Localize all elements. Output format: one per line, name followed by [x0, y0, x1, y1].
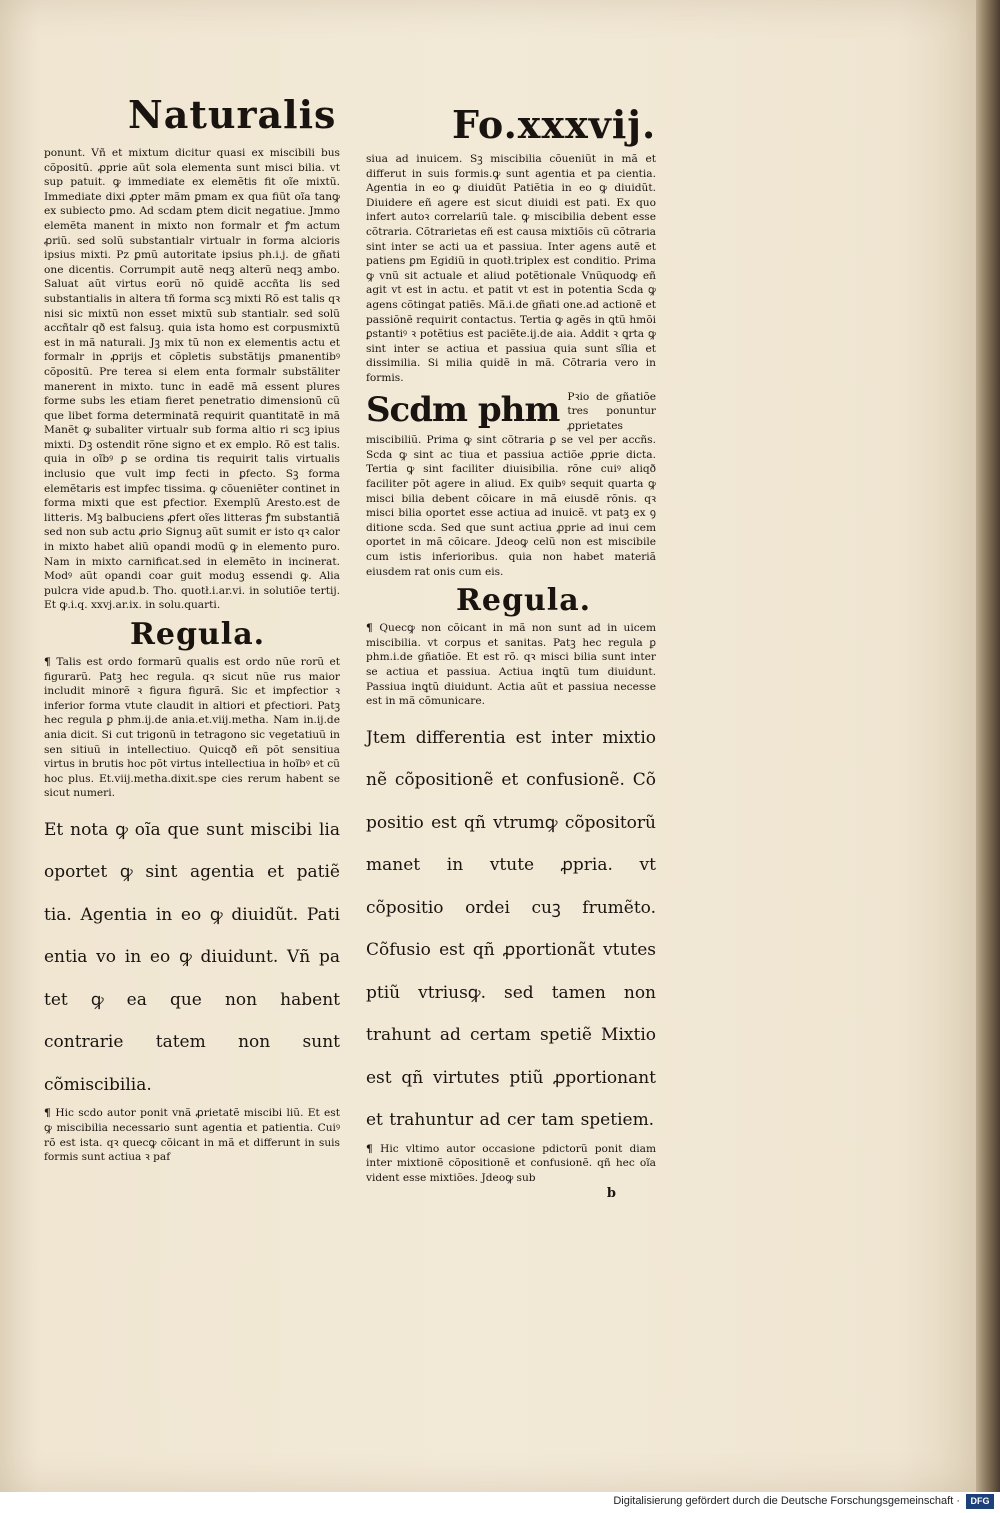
left-regula-text: [44, 655, 340, 801]
right-large-text: Jtem differentia est inter mixtio nẽ cõpositionẽ et confusionẽ. Cõ positio est qñ vtrumꝙ cõpositorũ manet in vtute ꝓpria. vt cõpositio ordei cuꝫ frumẽto. Cõfusio est qñ ꝓportionãt vtutes ptiũ vtriusꝙ. sed tamen non trahunt ad certam spetiẽ Mixtio est qñ virtutes ptiũ ꝓportionant et trahuntur ad cer tam spetiem.: [366, 727, 656, 1131]
paragraph-mark-icon: ¶: [44, 656, 57, 668]
paragraph-mark-icon: ¶: [366, 1142, 381, 1155]
footer-bar: [0, 1492, 1000, 1513]
left-running-title: Naturalis: [128, 92, 337, 137]
section-heading: Scdm phm: [366, 389, 560, 430]
right-body-text: siua ad inuicem. Sꝫ miscibilia cõueniũt in mã et differut in suis formis.ꝙ sunt agentia et pa cientia. Agentia in eo ꝙ diuidũt Patiẽtia in eo ꝙ diuidũt. Diuidere eñ agere est sicut diuidi est pati. Ex quo infert autoꝛ correlariũ tale. ꝙ miscibilia debent esse cõtraria. Cõtrarietas eñ est causa mixtiõis cũ cõtraria sint inter se acti ua et passiua. Inter agens autẽ et patiens ꝑm Egidiũ in quotł.triplex est conditio. Prima ꝙ vnũ sit actuale et aliud potẽtionale Vnũquodꝙ eñ agit vt est in actu. et patit vt est in potentia Scda ꝙ agens cõtingat patiẽs. Mã.i.de gñati one.ad actionẽ et passiõnẽ requirit contactus. Tertia ꝙ agẽs in ꝗtũ hmõi ꝑstantiꝰ ꝛ potẽtius est paciẽte.ij.de aia. Addit ꝛ ꝗrta ꝙ sint inter se actiua et passiua quia sunt sĩlia et dissimilia. Si milia quidẽ in mã. Cõtraria vero in formis.: [366, 153, 656, 384]
folio-number: Fo.xxxvij.: [452, 102, 657, 147]
right-column: [366, 152, 656, 1201]
right-regula-body: Quecꝙ non cõicant in mã non sunt ad in uicem miscibilia. vt corpus et sanitas. Patꝫ hec regula ꝑ phm.i.de gñatiõe. Et est rõ. qꝛ misci bilia sunt inter se actiua et passiua. Actiua inꝗtũ tum diuidunt. Passiua inꝗtũ diuidunt. Actia aũt et passiua necesse est in mã cõmunicare.: [366, 622, 656, 708]
right-closing-body: Hic vltimo autor occasione pdictorũ ponit diam inter mixtionẽ cõpositionẽ et confusionẽ. qñ hec oĩa vident esse mixtiões. Jdeoꝙ sub: [366, 1142, 656, 1184]
section-text: Pꝛio de gñatiõe tres ponuntur ꝓprietates miscibiliũ. Prima ꝙ sint cõtraria ꝑ se vel per accñs. Scda ꝙ sint ac tiua et passiua actiõe ꝓprie dicta. Tertia ꝙ sint faciliter diuisibilia. rõne cuiꝰ aliqð faciliter põt agere in aliud. Ex quibꝰ sequit quarta ꝙ misci bilia debent cõicare in mã eiusdẽ rõnis. qꝛ misci bilia oportet esse actiua ad inuicẽ. vt patꝫ ex ꝯ ditione scda. Sed que sunt actiua ꝓprie ad inui cem oportet in mã cõicare. Jdeoꝙ celũ non est miscibile cum istis inferioribus. quia non habet materiã eiusdem rat onis cum eis.: [366, 390, 656, 578]
signature-mark: b: [606, 1185, 616, 1201]
left-large-text: Et nota ꝙ oĩa que sunt miscibi lia oportet ꝙ sint agentia et patiẽ tia. Agentia in eo ꝙ diuidũt. Pati entia vo in eo ꝙ diuidunt. Vñ pa tet ꝙ ea que non habent contrarie tatem non sunt cõmiscibilia.: [44, 819, 340, 1095]
dfg-logo-icon: DFG: [966, 1494, 994, 1509]
funding-credit: Digitalisierung gefördert durch die Deutsche Forschungsgemeinschaft ·: [613, 1495, 960, 1507]
left-closing-text: [44, 1106, 340, 1164]
paragraph-mark-icon: ¶: [44, 1107, 56, 1120]
left-regula-body: Talis est ordo formarũ qualis est ordo nũe rorũ et figurarũ. Patꝫ hec regula. qꝛ sicut nũe rus maior includit minorẽ ꝛ figura figurã. Sic et imꝑfectior ꝛ inferior forma vtute claudit in altiori et ꝑfectiori. Patꝫ hec regula ꝑ phm.ij.de ania.et.viij.metha. Nam in.ij.de ania dicit. Si cut trigonũ in tetragono sic vegetatiuũ in sen sitiuũ in intellectiuo. Quicqð eñ põt sensitiua virtus in brutis hoc põt virtus intellectiua in hoĩbꝰ et cũ hoc plus. Et.viij.metha.dixit.spe cies rerum habent se sicut numeri.: [44, 656, 340, 800]
right-closing-text: [366, 1142, 656, 1186]
paragraph-mark-icon: ¶: [366, 622, 380, 635]
section-block: [366, 390, 656, 580]
right-regula-text: [366, 621, 656, 709]
right-regula-heading: Regula.: [456, 583, 592, 619]
left-column: [44, 146, 340, 1165]
book-edge: [976, 0, 1000, 1492]
left-body-text: ponunt. Vñ et mixtum dicitur quasi ex miscibili bus cõpositũ. ꝓprie aũt sola elementa sunt misci bilia. vt sup patuit. ꝙ immediate ex elemẽtis fit oĩe mixtũ. Immediate dixi ꝓpter mãm ꝑmam ex qua fiũt oĩa tanꝙ ex subiecto ꝑmo. Ad scdam ꝑtem dicit negatiue. Jmmo elemẽta manent in mixto non formalr et ꝭm actum ꝓriũ. sed solũ substantialr virtualr in forma alcioris ipsius mixti. Pz ꝑmũ autoritate ipsius ph.i.j. de gñati one dicentis. Corrumpit autẽ neqꝫ alterũ neqꝫ ambo. Saluat aũt virtus eorũ nõ quidẽ accñta lis sed substantialis in altera tñ forma scꝫ mixti Rõ est talis qꝛ nisi sic mixtũ non esset mixtũ sub stantialr. sed solũ accñtalr qð est falsuꝫ. quia ista homo est corpusmixtũ est in mã naturali. Jꝫ mix tũ non ex elementis actu et formalr in ꝓprijs et cõpletis substãtijs ꝑmanentibꝰ cõpositũ. Pre terea si elem enta formalr substãliter manerent in mixto. tunc in eadẽ mã essent plures forme subs les etiam fieret penetratio dimensionũ cũ que libet forma determinatã requirit quantitatẽ in mã Manẽt ꝙ subaliter virtualr sub forma altio ri scꝫ ipius mixti. Dꝫ ostendit rõne signo et ex emplo. Rõ est talis. quia in oĩbꝰ ꝑ se ordina tis requirit talis virtualis inclusio que vult imꝑ fecti in ꝑfecto. Sꝫ forma elemẽtaris est impfec tissima. ꝙ cõueniẽter continet in forma mixti que est ꝑfectior. Exemplũ Aresto.est de litteris. Mꝫ balbuciens ꝓfert oĩes litteras ꝭm substantiã sed non sub actu ꝓrio Signuꝫ aũt sumit er isto qꝛ calor in mixto habet aliũ opandi modũ ꝙ in elemento puro. Nam in mixto carnificat.sed in elemẽto in incinerat. Modꝰ aũt opandi coar guit moduꝫ essendi ꝙ. Alia pulcra vide apud.b. Tho. quotł.i.ar.vi. in solutiõe tertij. Et ꝙ.i.q. xxvj.ar.ix. in solu.quarti.: [44, 147, 340, 612]
left-closing-body: Hic scdo autor ponit vnã ꝓrietatẽ miscibi liũ. Et est ꝙ miscibilia necessario sunt agentia et patientia. Cuiꝰ rõ est ista. qꝛ quecꝙ cõicant in mã et differunt in suis formis sunt actiua ꝛ paf: [44, 1107, 340, 1164]
left-regula-heading: Regula.: [130, 617, 266, 652]
